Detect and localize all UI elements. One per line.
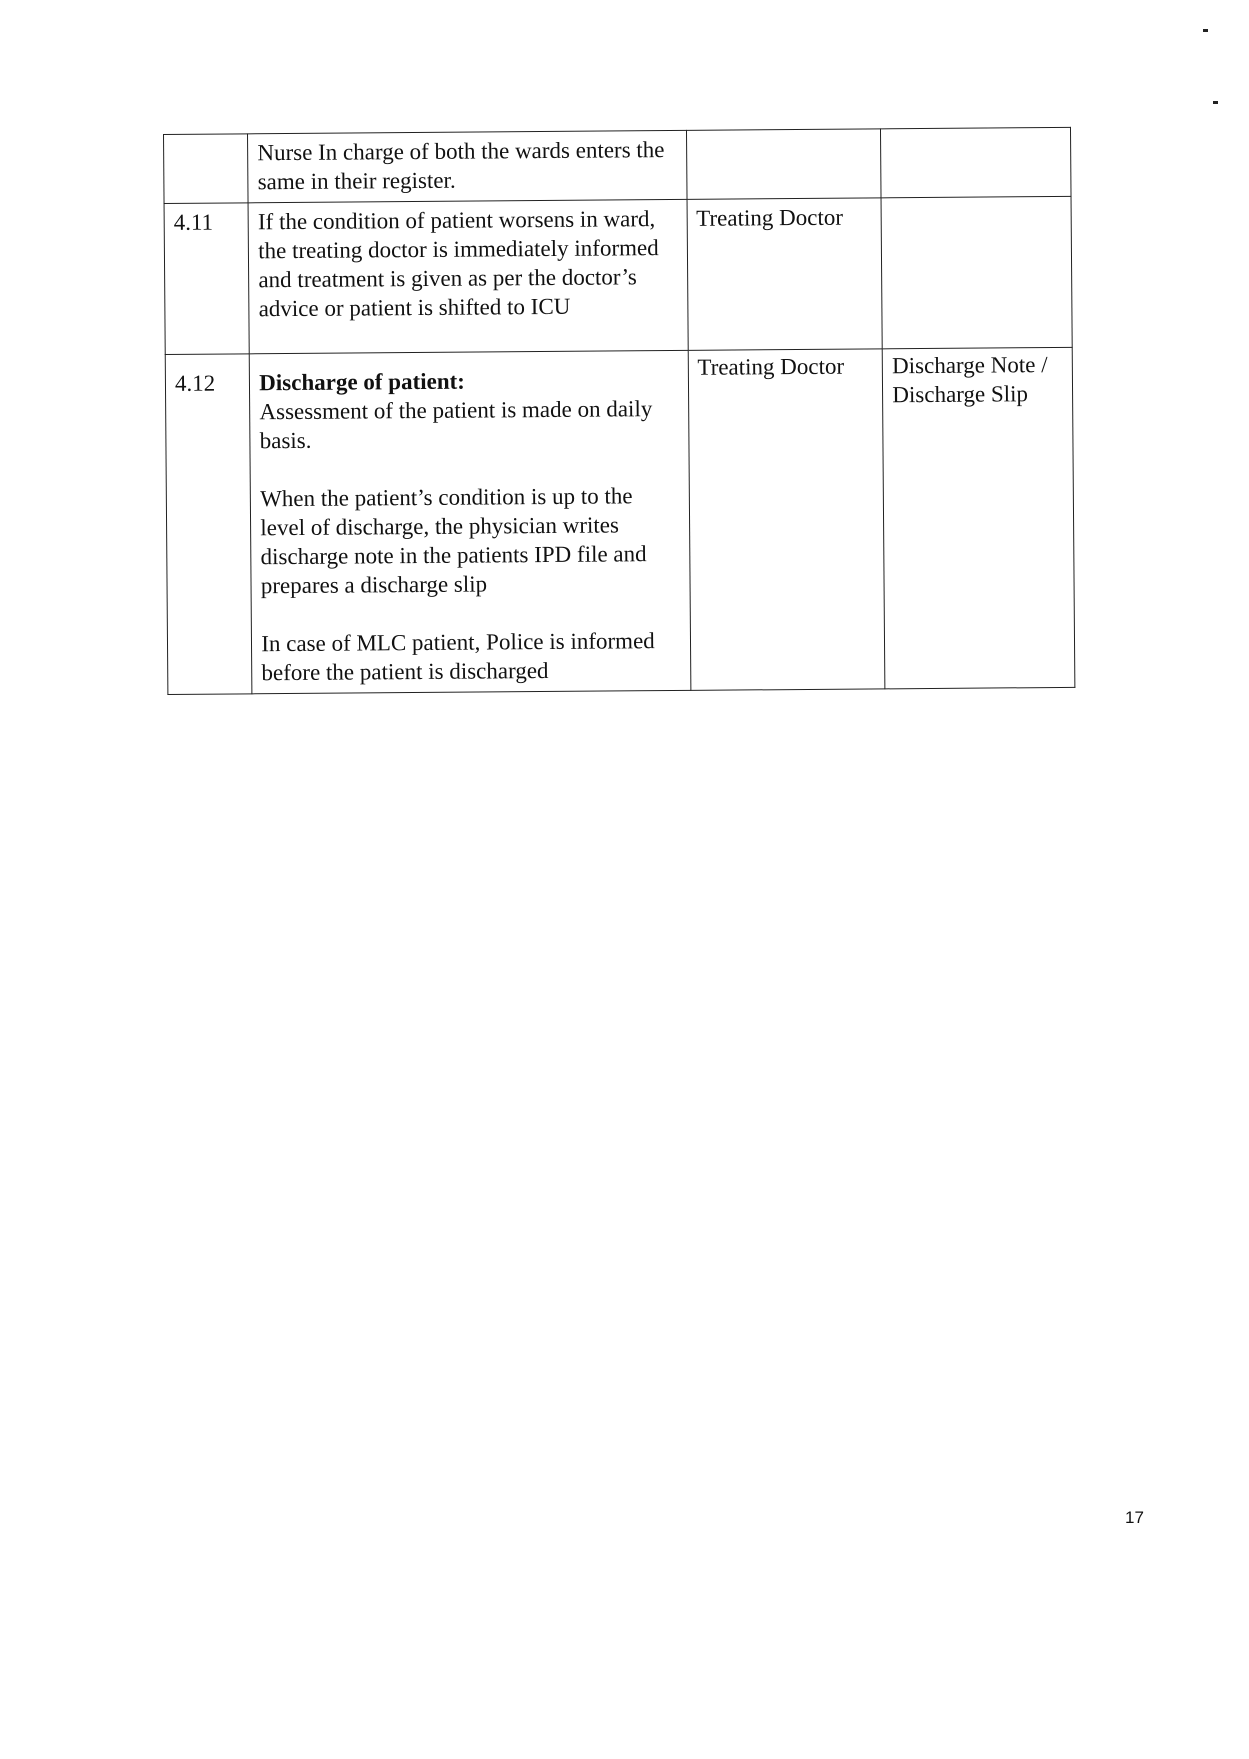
table-row xyxy=(164,196,1072,354)
description-text: If the condition of patient worsens in ward, the treating doctor is immediately informed and treatment is given as per the doctor’s advice or patient is shifted to ICU xyxy=(257,206,659,322)
step-number xyxy=(173,138,239,139)
step-number-cell xyxy=(164,134,249,204)
record-cell xyxy=(881,196,1072,348)
table-row xyxy=(164,127,1072,203)
record-text: Discharge Note / Discharge Slip xyxy=(892,352,1048,408)
responsibility-cell xyxy=(688,349,885,691)
description-paragraph: Assessment of the patient is made on daily basis. xyxy=(259,396,653,454)
record-cell xyxy=(882,347,1074,688)
record-cell xyxy=(881,127,1071,197)
description-cell xyxy=(249,350,690,693)
description-paragraph: In case of MLC patient, Police is informed before the patient is discharged xyxy=(261,628,655,686)
responsibility-text: Treating Doctor xyxy=(697,353,845,380)
responsibility-text: Treating Doctor xyxy=(696,204,844,231)
responsibility-cell xyxy=(687,198,883,351)
description-text: Nurse In charge of both the wards enters the same in their register. xyxy=(257,137,665,195)
description-cell xyxy=(248,130,687,202)
responsibility-cell xyxy=(686,129,881,200)
scan-speck xyxy=(1213,101,1218,104)
description-paragraph: When the patient’s condition is up to the level of discharge, the physician writes discharge note in the patients IPD file and prepares a discharge slip xyxy=(260,483,647,599)
step-number: 4.11 xyxy=(173,209,214,235)
section-heading: Discharge of patient: xyxy=(259,368,466,396)
table-row xyxy=(165,347,1075,694)
step-number-cell xyxy=(165,354,252,695)
description-cell xyxy=(248,199,687,353)
step-number: 4.12 xyxy=(174,370,216,396)
procedure-table xyxy=(163,127,1075,695)
page-number: 17 xyxy=(1125,1508,1144,1527)
scan-speck xyxy=(1203,29,1208,32)
step-number-cell xyxy=(164,203,249,355)
